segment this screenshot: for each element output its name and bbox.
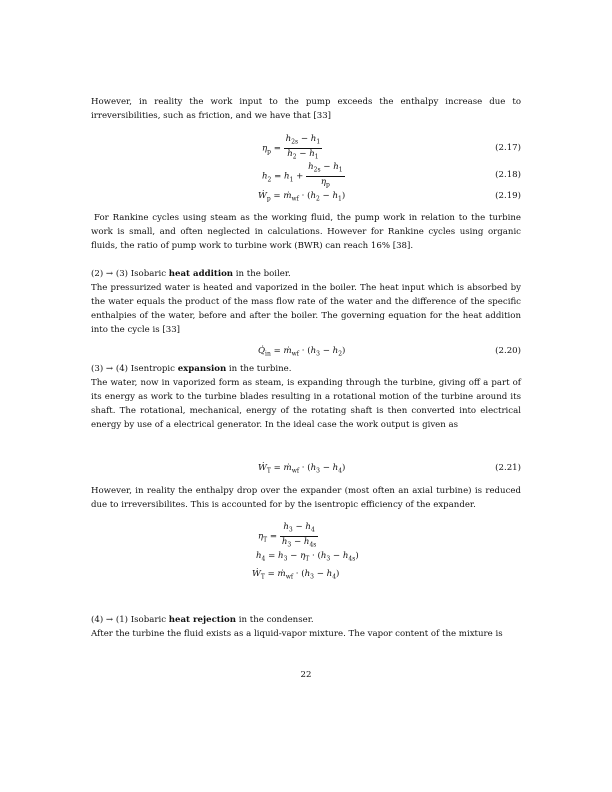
paragraph-turbine: The water, now in vaporized form as steam, is expanding through the turbine, giving off a part of its energy as work to the turbine blades resulting in a rotational motion of the turbine around its shaft. The rotational, mechanical, energy of the rotating shaft is then converted into electrical energy by use of a electrical generator. In the ideal case the work output is given as (91, 378, 521, 430)
equation-turbine-efficiency: $\eta_T$ = $\frac{h_3 - h_4}{h_3 - h_{4s}}$ (258, 522, 317, 549)
equation-pump-work: Ẇ$_p$ = ṁ$_{wf}$ · $(h_2 - h_1)$ (258, 191, 346, 203)
equation-number: (2.20) (495, 346, 521, 356)
section-expansion: (3) → (4) Isentropic expansion in the turbine. (91, 364, 292, 374)
equation-number: (2.21) (495, 463, 521, 473)
paragraph-pump-irreversibility: However, in reality the work input to the pump exceeds the enthalpy increase due to irreversibilities, such as friction, and we have that [33] (91, 97, 521, 121)
section-heat-rejection: (4) → (1) Isobaric heat rejection in the condenser. (91, 615, 314, 625)
equation-turbine-work-real: Ẇ$_T$ = ṁ$_{wf}$ · $(h_3 - h_4)$ (252, 569, 340, 581)
page-number: 22 (300, 670, 312, 680)
equation-pump-exit-enthalpy: $h_2 = h_1$ + $\frac{h_{2s} - h_1}{\eta_p}$ (262, 162, 343, 189)
equation-turbine-work: Ẇ$_T$ = ṁ$_{wf}$ · $(h_3 - h_4)$ (258, 463, 346, 475)
paragraph-condenser: After the turbine the fluid exists as a liquid-vapor mixture. The vapor content of the mixture is (91, 629, 503, 639)
equation-number: (2.19) (495, 191, 521, 201)
paragraph-bwr: For Rankine cycles using steam as the working fluid, the pump work in relation to the turbine work is small, and often neglected in calculations. However for Rankine cycles using organic fluids, the ratio of pump work to turbine work (BWR) can reach 16% [38]. (91, 213, 521, 251)
equation-turbine-exit-enthalpy: $h_4 = h_3 - \eta_T \cdot (h_3 - h_{4s})$ (256, 551, 359, 563)
equation-number: (2.18) (495, 170, 521, 180)
equation-heat-input: $Q̇_{in}$ = ṁ$_{wf}$ · $(h_3 - h_2)$ (258, 346, 346, 358)
paragraph-expander-efficiency: However, in reality the enthalpy drop over the expander (most often an axial turbine) is reduced due to irreversibilites. This is accounted for by the isentropic efficiency of the expander. (91, 486, 521, 510)
equation-pump-efficiency: $\eta_p$ = $\frac{h_{2s} - h_1}{h_2 - h_1}$ (262, 134, 321, 161)
section-heat-addition: (2) → (3) Isobaric heat addition in the boiler. (91, 269, 291, 279)
equation-number: (2.17) (495, 143, 521, 153)
paragraph-boiler: The pressurized water is heated and vaporized in the boiler. The heat input which is absorbed by the water equals the product of the mass flow rate of the water and the difference of the specific enthalpies of the water, before and after the boiler. The governing equation for the heat addition into the cycle is [33] (91, 283, 521, 335)
